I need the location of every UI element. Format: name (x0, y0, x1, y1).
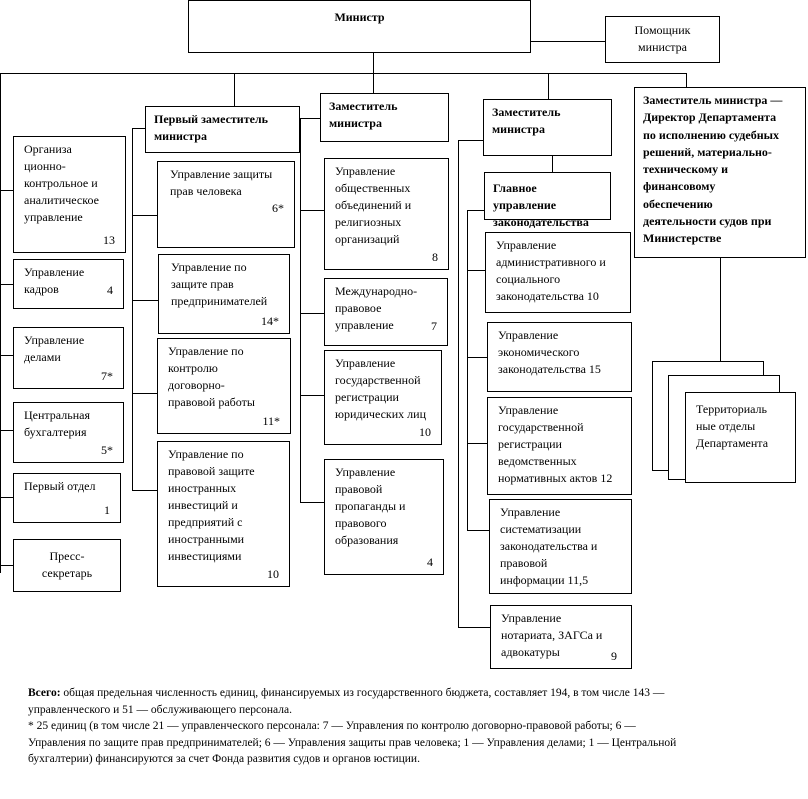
unit-label: Пресс- секретарь (41, 549, 93, 580)
connector (0, 190, 13, 191)
connector (0, 284, 13, 285)
connector (720, 258, 721, 361)
connector (0, 430, 13, 431)
connector (0, 355, 13, 356)
territorial-box (685, 392, 796, 483)
unit-label: Управление по защите прав предпринимателей (171, 260, 268, 308)
deputy4-box (634, 87, 806, 258)
unit-count: 9 (611, 649, 617, 663)
connector (132, 128, 133, 490)
footnote-star: * 25 единиц (в том числе 21 — управленческого персонала: 7 — Управления по контролю договорно-правовой работы; 6 — Управления по защите прав предпринимателей; 6 — Управления защиты прав человека; 1 — Управления делами; 1 — Центральной бухгалтерии) финансируются за счет Фонда развития судов и органов юстиции. (28, 720, 677, 765)
unit-label: Управление общественных объединений и религиозных организаций (335, 164, 412, 246)
first-deputy-unit (157, 161, 295, 248)
unit-count: 10 (267, 567, 279, 581)
connector (458, 140, 483, 141)
deputy3-box (483, 99, 612, 156)
unit-label: Управление защиты прав человека (170, 167, 273, 198)
connector (132, 128, 145, 129)
connector (0, 565, 13, 566)
connector (300, 118, 301, 502)
minister-box (188, 0, 531, 53)
unit-count: 14* (261, 314, 279, 328)
unit-label: Управление правовой пропаганды и правового образования (335, 465, 406, 547)
deputy2-unit (324, 459, 444, 575)
unit-label: Управление по правовой защите иностранных инвестиций и предприятий с иностранными инвестициями (168, 447, 255, 563)
unit-count: 5* (101, 443, 113, 457)
connector (132, 300, 158, 301)
territorial-label: Территориаль ные отделы Департамента (696, 402, 769, 450)
footnote-total-text: общая предельная численность единиц, финансируемых из государственного бюджета, составляет 194, в том числе 143 — управленческого и 51 — обслуживающего персонала. (28, 687, 665, 716)
unit-label: Организа ционно- контрольное и аналитическое управление (24, 142, 99, 224)
connector (300, 502, 324, 503)
left-unit (13, 327, 124, 389)
connector (300, 118, 320, 119)
deputy3-unit (489, 499, 632, 594)
left-unit (13, 539, 121, 592)
left-unit (13, 259, 124, 309)
unit-label: Управление административного и социального законодательства 10 (496, 238, 606, 303)
left-unit (13, 473, 121, 523)
connector (132, 215, 157, 216)
deputy3-label: Заместитель министра (492, 105, 561, 136)
connector (552, 156, 553, 172)
connector (467, 270, 485, 271)
unit-count: 7* (101, 369, 113, 383)
unit-count: 13 (103, 233, 115, 247)
unit-label: Центральная бухгалтерия (24, 408, 90, 439)
left-unit (13, 402, 124, 463)
connector (0, 73, 1, 573)
unit-label: Управление государственной регистрации ведомственных нормативных актов 12 (498, 403, 613, 485)
unit-count: 7 (431, 319, 437, 333)
deputy2-label: Заместитель министра (329, 99, 398, 130)
unit-label: Управление кадров (24, 265, 85, 296)
deputy2-unit (324, 350, 442, 445)
connector (132, 490, 157, 491)
deputy3-unit (487, 397, 632, 495)
deputy2-unit (324, 278, 448, 346)
unit-label: Управление государственной регистрации юридических лиц (335, 356, 426, 421)
assistant-label: Помощник министра (634, 23, 691, 54)
connector (467, 530, 489, 531)
unit-label: Управление экономического законодательства 15 (498, 328, 601, 376)
deputy2-unit (324, 158, 449, 270)
connector (0, 73, 686, 74)
unit-label: Международно- правовое управление (335, 284, 418, 332)
connector (300, 210, 324, 211)
unit-label: Управление по контролю договорно- правовой работы (168, 344, 255, 409)
deputy3-unit (490, 605, 632, 669)
connector (373, 73, 374, 93)
main-directorate-box (484, 172, 611, 229)
unit-label: Первый отдел (24, 479, 96, 493)
first-deputy-unit (157, 441, 290, 587)
unit-count: 11* (262, 414, 280, 428)
left-unit (13, 136, 126, 253)
connector (234, 73, 235, 106)
connector (0, 497, 13, 498)
footnote-total-label: Всего: (28, 687, 61, 699)
deputy2-box (320, 93, 449, 142)
connector (548, 73, 549, 99)
unit-label: Управление нотариата, ЗАГСа и адвокатуры (501, 611, 603, 659)
deputy4-label: Заместитель министра — Директор Департамента по исполнению судебных решений, материально- техническому и финансовому обеспечению деятельности судов при Министерстве (643, 93, 783, 246)
footnote (28, 685, 688, 768)
connector (373, 52, 374, 74)
connector (458, 627, 490, 628)
connector (467, 357, 487, 358)
minister-label: Министр (334, 10, 385, 24)
connector (300, 313, 324, 314)
assistant-box (605, 16, 720, 63)
connector (531, 41, 606, 42)
unit-count: 1 (104, 503, 110, 517)
unit-label: Управление систематизации законодательства и правовой информации 11,5 (500, 505, 598, 587)
connector (458, 140, 459, 627)
connector (300, 395, 324, 396)
unit-count: 4 (427, 555, 433, 569)
first-deputy-box (145, 106, 300, 153)
unit-count: 6* (272, 201, 284, 215)
unit-count: 8 (432, 250, 438, 264)
first-deputy-label: Первый заместитель министра (154, 112, 268, 143)
unit-label: Управление делами (24, 333, 85, 364)
connector (132, 393, 157, 394)
connector (467, 210, 484, 211)
connector (467, 210, 468, 530)
main-directorate-label: Главное управление законодательства (493, 181, 589, 229)
connector (467, 443, 487, 444)
first-deputy-unit (158, 254, 290, 334)
connector (686, 73, 687, 87)
unit-count: 4 (107, 283, 113, 297)
deputy3-unit (487, 322, 632, 392)
first-deputy-unit (157, 338, 291, 434)
unit-count: 10 (419, 425, 431, 439)
deputy3-unit (485, 232, 631, 313)
footnote-total (28, 685, 688, 718)
